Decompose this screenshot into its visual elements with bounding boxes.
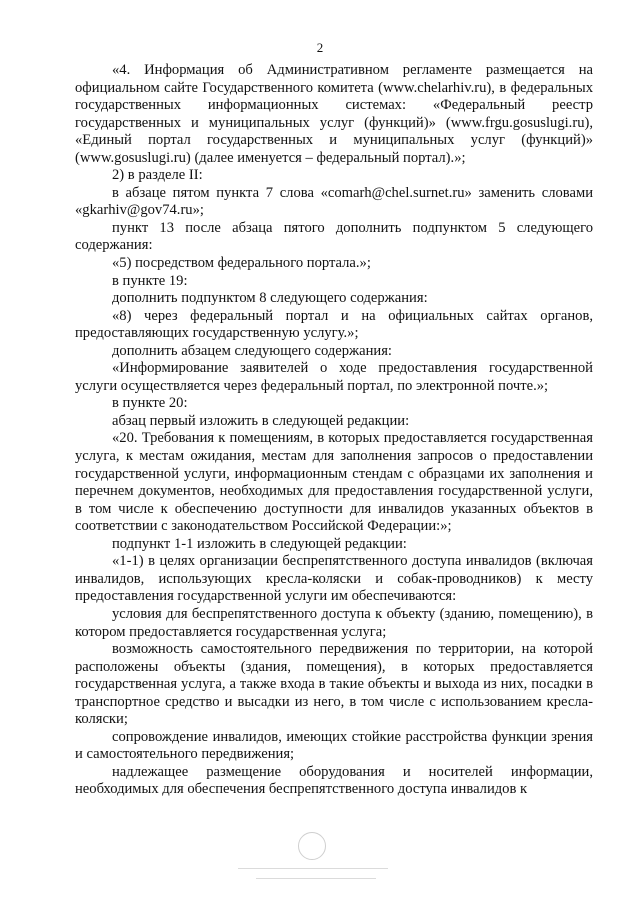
paragraph: «8) через федеральный портал и на официальных сайтах органов, предоставляющих государственную услугу.»;: [75, 307, 593, 342]
paragraph: «5) посредством федерального портала.»;: [112, 255, 371, 272]
paragraph: абзац первый изложить в следующей редакции:: [112, 412, 410, 429]
paragraph: дополнить подпунктом 8 следующего содержания:: [112, 290, 428, 307]
paragraph: подпункт 1-1 изложить в следующей редакции:: [112, 535, 407, 552]
paragraph: «1-1) в целях организации беспрепятственного доступа инвалидов (включая инвалидов, использующих кресла-коляски и собак-проводников) к месту предоставления государственной услуги им обеспечиваются:: [75, 553, 593, 605]
paragraph: возможность самостоятельного передвижения по территории, на которой расположены объекты (здания, помещения), в которых предоставляется государственная услуга, а также входа в такие объекты и выхода из них, посадки в транспортное средство и высадки из него, в том числе с использованием кресла-коляски;: [75, 641, 593, 728]
paragraph: в пункте 19:: [112, 272, 188, 289]
stamp-line: [238, 868, 388, 869]
seal-icon: [298, 832, 326, 860]
paragraph: «Информирование заявителей о ходе предоставления государственной услуги осуществляется через федеральный портал, по электронной почте.»;: [75, 360, 593, 394]
faint-stamp-watermark: [238, 832, 388, 892]
paragraph: условия для беспрепятственного доступа к объекту (зданию, помещению), в котором предоставляется государственная услуга;: [75, 605, 593, 640]
paragraph: «20. Требования к помещениям, в которых предоставляется государственная услуга, к местам ожидания, местам для заполнения запросов о предоставлении государственной услуги, информационным стендам с образцами их заполнения и перечнем документов, необходимых для предоставления государственной услуги, в том числе к обеспечению доступности для инвалидов указанных объектов в соответствии с законодательством Российской Федерации:»;: [75, 430, 593, 535]
paragraph: «4. Информация об Административном регламенте размещается на официальном сайте Государственного комитета (www.chelarhiv.ru), в федеральных государственных информационных системах: «Федеральный реестр государственных и муниципальных услуг (функций)» (www.frgu.gosuslugi.ru), «Единый портал государственных и муниципальных услуг (функций)» (www.gosuslugi.ru) (далее именуется – федеральный портал).»;: [75, 62, 593, 166]
stamp-line: [256, 878, 376, 879]
paragraph: 2) в разделе II:: [112, 167, 203, 184]
paragraph: надлежащее размещение оборудования и носителей информации, необходимых для обеспечения беспрепятственного доступа инвалидов к: [75, 763, 593, 798]
paragraph: пункт 13 после абзаца пятого дополнить подпунктом 5 следующего содержания:: [75, 219, 593, 254]
document-body: [75, 62, 593, 799]
page-number: 2: [316, 40, 324, 55]
paragraph: в пункте 20:: [112, 395, 188, 412]
paragraph: сопровождение инвалидов, имеющих стойкие расстройства функции зрения и самостоятельного передвижения;: [75, 728, 593, 763]
paragraph: в абзаце пятом пункта 7 слова «comarh@chel.surnet.ru» заменить словами «gkarhiv@gov74.ru»;: [75, 184, 593, 219]
paragraph: дополнить абзацем следующего содержания:: [112, 342, 392, 359]
